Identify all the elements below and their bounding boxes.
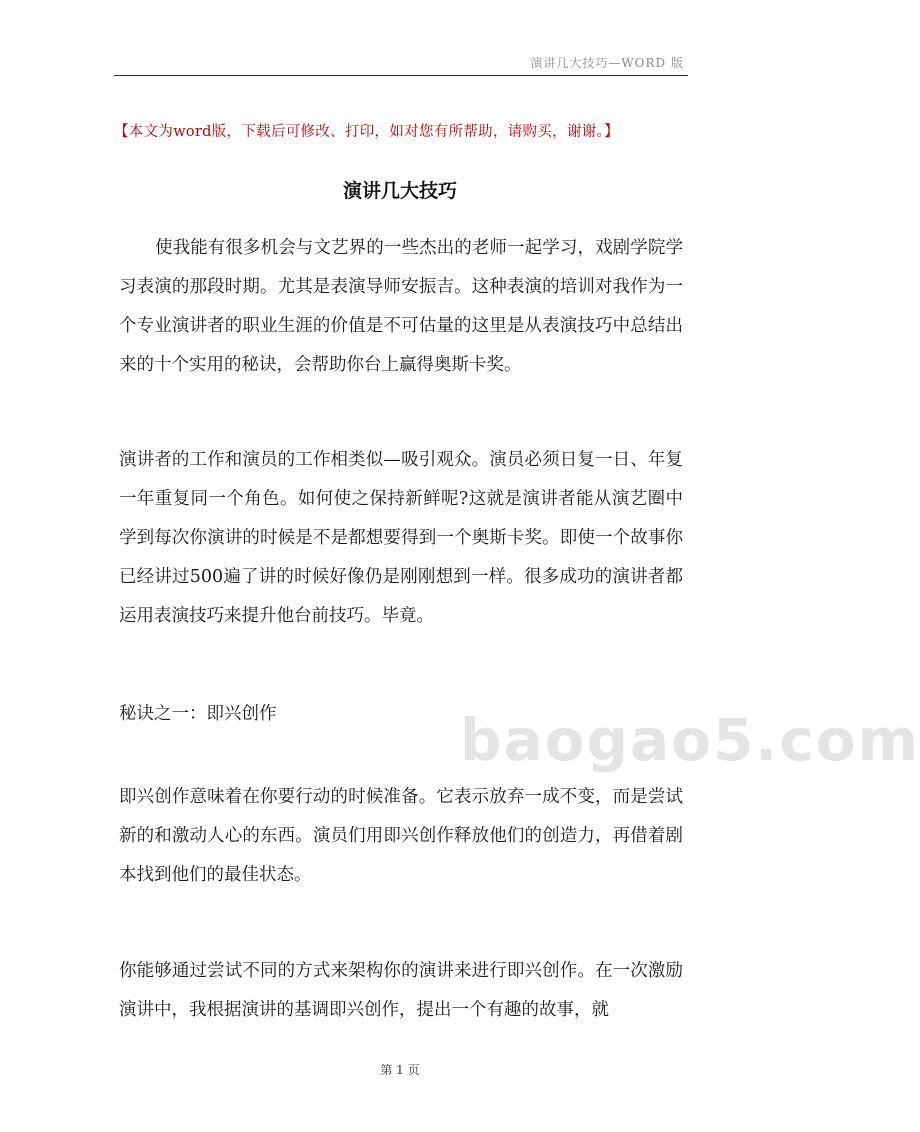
paragraph-1: 使我能有很多机会与文艺界的一些杰出的老师一起学习，戏剧学院学习表演的那段时期。尤其是表演导师安振吉。这种表演的培训对我作为一个专业演讲者的职业生涯的价值是不可估量的这里是从表演技巧中总结出来的十个实用的秘诀，会帮助你台上赢得奥斯卡奖。: [119, 238, 683, 375]
paragraph-2: 演讲者的工作和演员的工作相类似—吸引观众。演员必须日复一日、年复一年重复同一个角色。如何使之保持新鲜呢?这就是演讲者能从演艺圈中学到每次你演讲的时候是不是都想要得到一个奥斯卡奖。即使一个故事你已经讲过500遍了讲的时候好像仍是刚刚想到一样。很多成功的演讲者都运用表演技巧来提升他台前技巧。毕竟。: [119, 450, 683, 626]
running-header: 演讲几大技巧—WORD 版: [530, 56, 684, 70]
document-title: 演讲几大技巧: [342, 180, 457, 202]
page-number: 第 1 页: [380, 1063, 420, 1077]
paragraph-3: 即兴创作意味着在你要行动的时候准备。它表示放弃一成不变，而是尝试新的和激动人心的东西。演员们用即兴创作释放他们的创造力，再借着剧本找到他们的最佳状态。: [119, 787, 683, 885]
download-notice: 【本文为word版，下载后可修改、打印，如对您有所帮助，请购买，谢谢。】: [114, 124, 619, 140]
paragraph-4: 你能够通过尝试不同的方式来架构你的演讲来进行即兴创作。在一次激励演讲中，我根据演讲的基调即兴创作，提出一个有趣的故事，就: [119, 961, 683, 1020]
header-divider: [114, 75, 688, 76]
section-heading-tip-1: 秘诀之一：即兴创作: [119, 704, 277, 724]
watermark: baogao5.com: [460, 706, 920, 774]
